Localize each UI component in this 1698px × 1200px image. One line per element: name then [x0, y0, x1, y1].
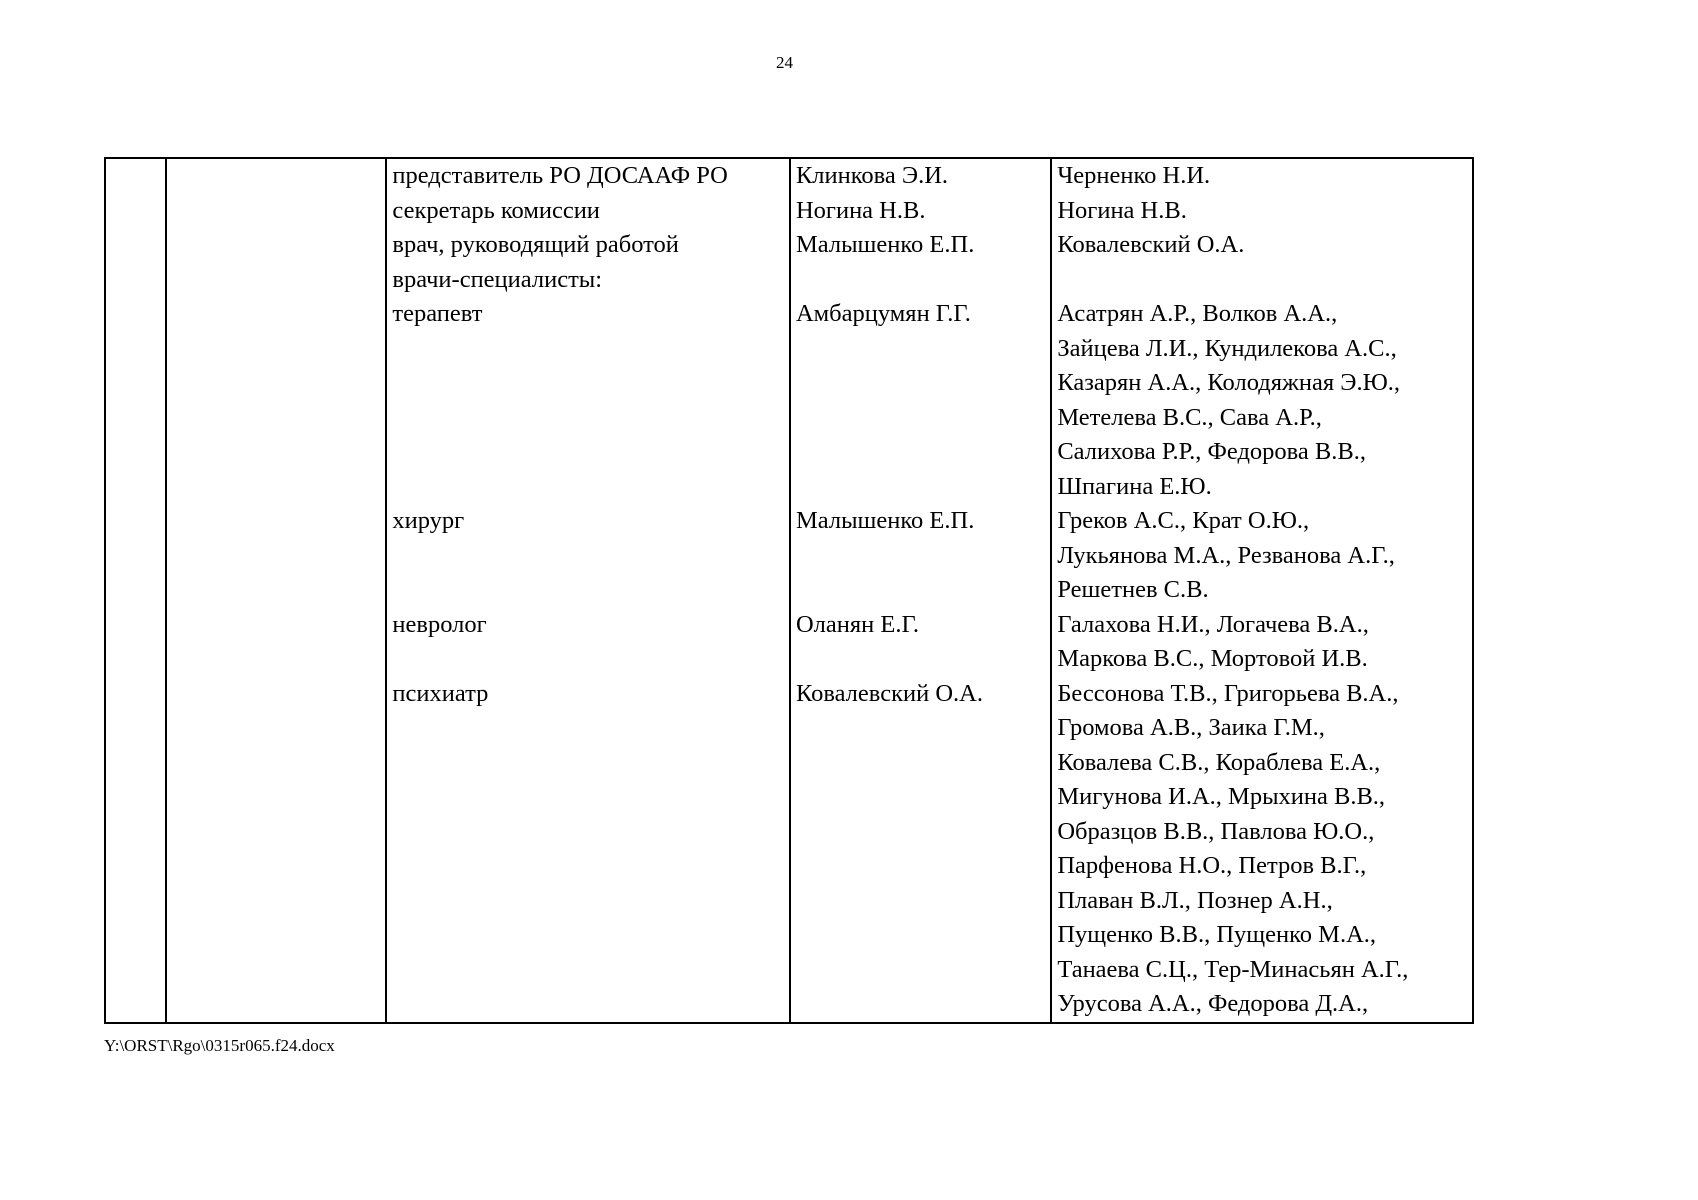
main-member-line: [796, 573, 1050, 608]
position-line: хирург: [392, 507, 465, 534]
reserve-member-line: Громова А.В., Заика Г.М.,: [1057, 714, 1325, 741]
position-line: [392, 366, 789, 401]
main-member-line: [796, 470, 1050, 505]
page-number: 24: [776, 53, 793, 72]
main-member-line: [796, 401, 1050, 436]
main-members-list: [791, 159, 1050, 711]
position-line: представитель РО ДОСААФ РО: [392, 162, 728, 189]
main-member-line: [796, 332, 1050, 367]
main-member-line: Амбарцумян Г.Г.: [795, 300, 971, 327]
main-member-line: Клинкова Э.И.: [795, 162, 949, 189]
reserve-member-line: Образцов В.В., Павлова Ю.О.,: [1057, 817, 1375, 845]
position-line: невролог: [392, 610, 487, 638]
main-member-line: [796, 366, 1050, 401]
positions-list: [387, 159, 789, 711]
reserve-member-line: Ногина Н.В.: [1057, 196, 1187, 224]
reserve-member-line: Галахова Н.И., Логачева В.А.,: [1057, 610, 1369, 638]
position-line: [392, 435, 789, 470]
commission-table: [104, 157, 1474, 1024]
position-line: [392, 401, 789, 436]
reserve-member-line: Черненко Н.И.: [1057, 162, 1211, 189]
table-row: [105, 158, 1473, 1023]
reserve-members-cell: [1051, 158, 1473, 1023]
position-line: [392, 332, 789, 367]
reserve-member-line: Бессонова Т.В., Григорьева В.А.,: [1057, 679, 1399, 707]
position-line: врачи-специалисты:: [392, 265, 603, 293]
municipality-cell: [166, 158, 386, 1023]
main-member-line: [796, 435, 1050, 470]
reserve-member-line: Урусова А.А., Федорова Д.А.,: [1057, 990, 1369, 1017]
reserve-member-line: Салихова Р.Р., Федорова В.В.,: [1057, 438, 1366, 465]
main-member-line: Ногина Н.В.: [795, 196, 926, 224]
reserve-member-line: Греков А.С., Крат О.Ю.,: [1057, 507, 1310, 534]
reserve-member-line: Танаева С.Ц., Тер-Минасьян А.Г.,: [1057, 955, 1409, 983]
main-member-line: Малышенко Е.П.: [795, 507, 975, 534]
position-line: [392, 539, 789, 574]
main-member-line: [796, 642, 1050, 677]
main-member-line: [796, 263, 1050, 298]
reserve-member-line: Плаван В.Л., Познер А.Н.,: [1057, 886, 1333, 914]
reserve-member-line: Ковалевский О.А.: [1057, 231, 1245, 258]
reserve-member-line: [1057, 263, 1472, 298]
footer-file-path: Y:\ORST\Rgo\0315r065.f24.docx: [104, 1036, 335, 1055]
main-member-line: [796, 539, 1050, 574]
position-line: [392, 470, 789, 505]
positions-cell: [386, 158, 790, 1023]
main-members-cell: [790, 158, 1051, 1023]
reserve-member-line: Казарян А.А., Колодяжная Э.Ю.,: [1057, 369, 1401, 396]
reserve-member-line: Решетнев С.В.: [1057, 576, 1209, 603]
reserve-member-line: Метелева В.С., Сава А.Р.,: [1057, 403, 1322, 431]
reserve-member-line: Пущенко В.В., Пущенко М.А.,: [1057, 921, 1377, 948]
main-member-line: Малышенко Е.П.: [795, 231, 975, 258]
position-line: терапевт: [392, 300, 483, 327]
position-line: [392, 642, 789, 677]
row-number-cell: [105, 158, 166, 1023]
main-member-line: Оланян Е.Г.: [795, 610, 919, 638]
position-line: секретарь комиссии: [392, 196, 600, 224]
reserve-member-line: Парфенова Н.О., Петров В.Г.,: [1057, 852, 1367, 879]
position-line: врач, руководящий работой: [392, 231, 679, 258]
reserve-member-line: Асатрян А.Р., Волков А.А.,: [1057, 300, 1338, 327]
position-line: психиатр: [392, 679, 489, 707]
reserve-member-line: Шпагина Е.Ю.: [1057, 472, 1212, 500]
reserve-member-line: Лукьянова М.А., Резванова А.Г.,: [1057, 541, 1395, 569]
reserve-member-line: Зайцева Л.И., Кундилекова А.С.,: [1057, 334, 1397, 362]
reserve-member-line: Мигунова И.А., Мрыхина В.В.,: [1057, 783, 1386, 810]
reserve-member-line: Маркова В.С., Мортовой И.В.: [1057, 645, 1368, 672]
position-line: [392, 573, 789, 608]
reserve-member-line: Ковалева С.В., Кораблева Е.А.,: [1057, 748, 1381, 776]
reserve-members-list: [1052, 159, 1472, 1022]
main-member-line: Ковалевский О.А.: [795, 679, 983, 707]
